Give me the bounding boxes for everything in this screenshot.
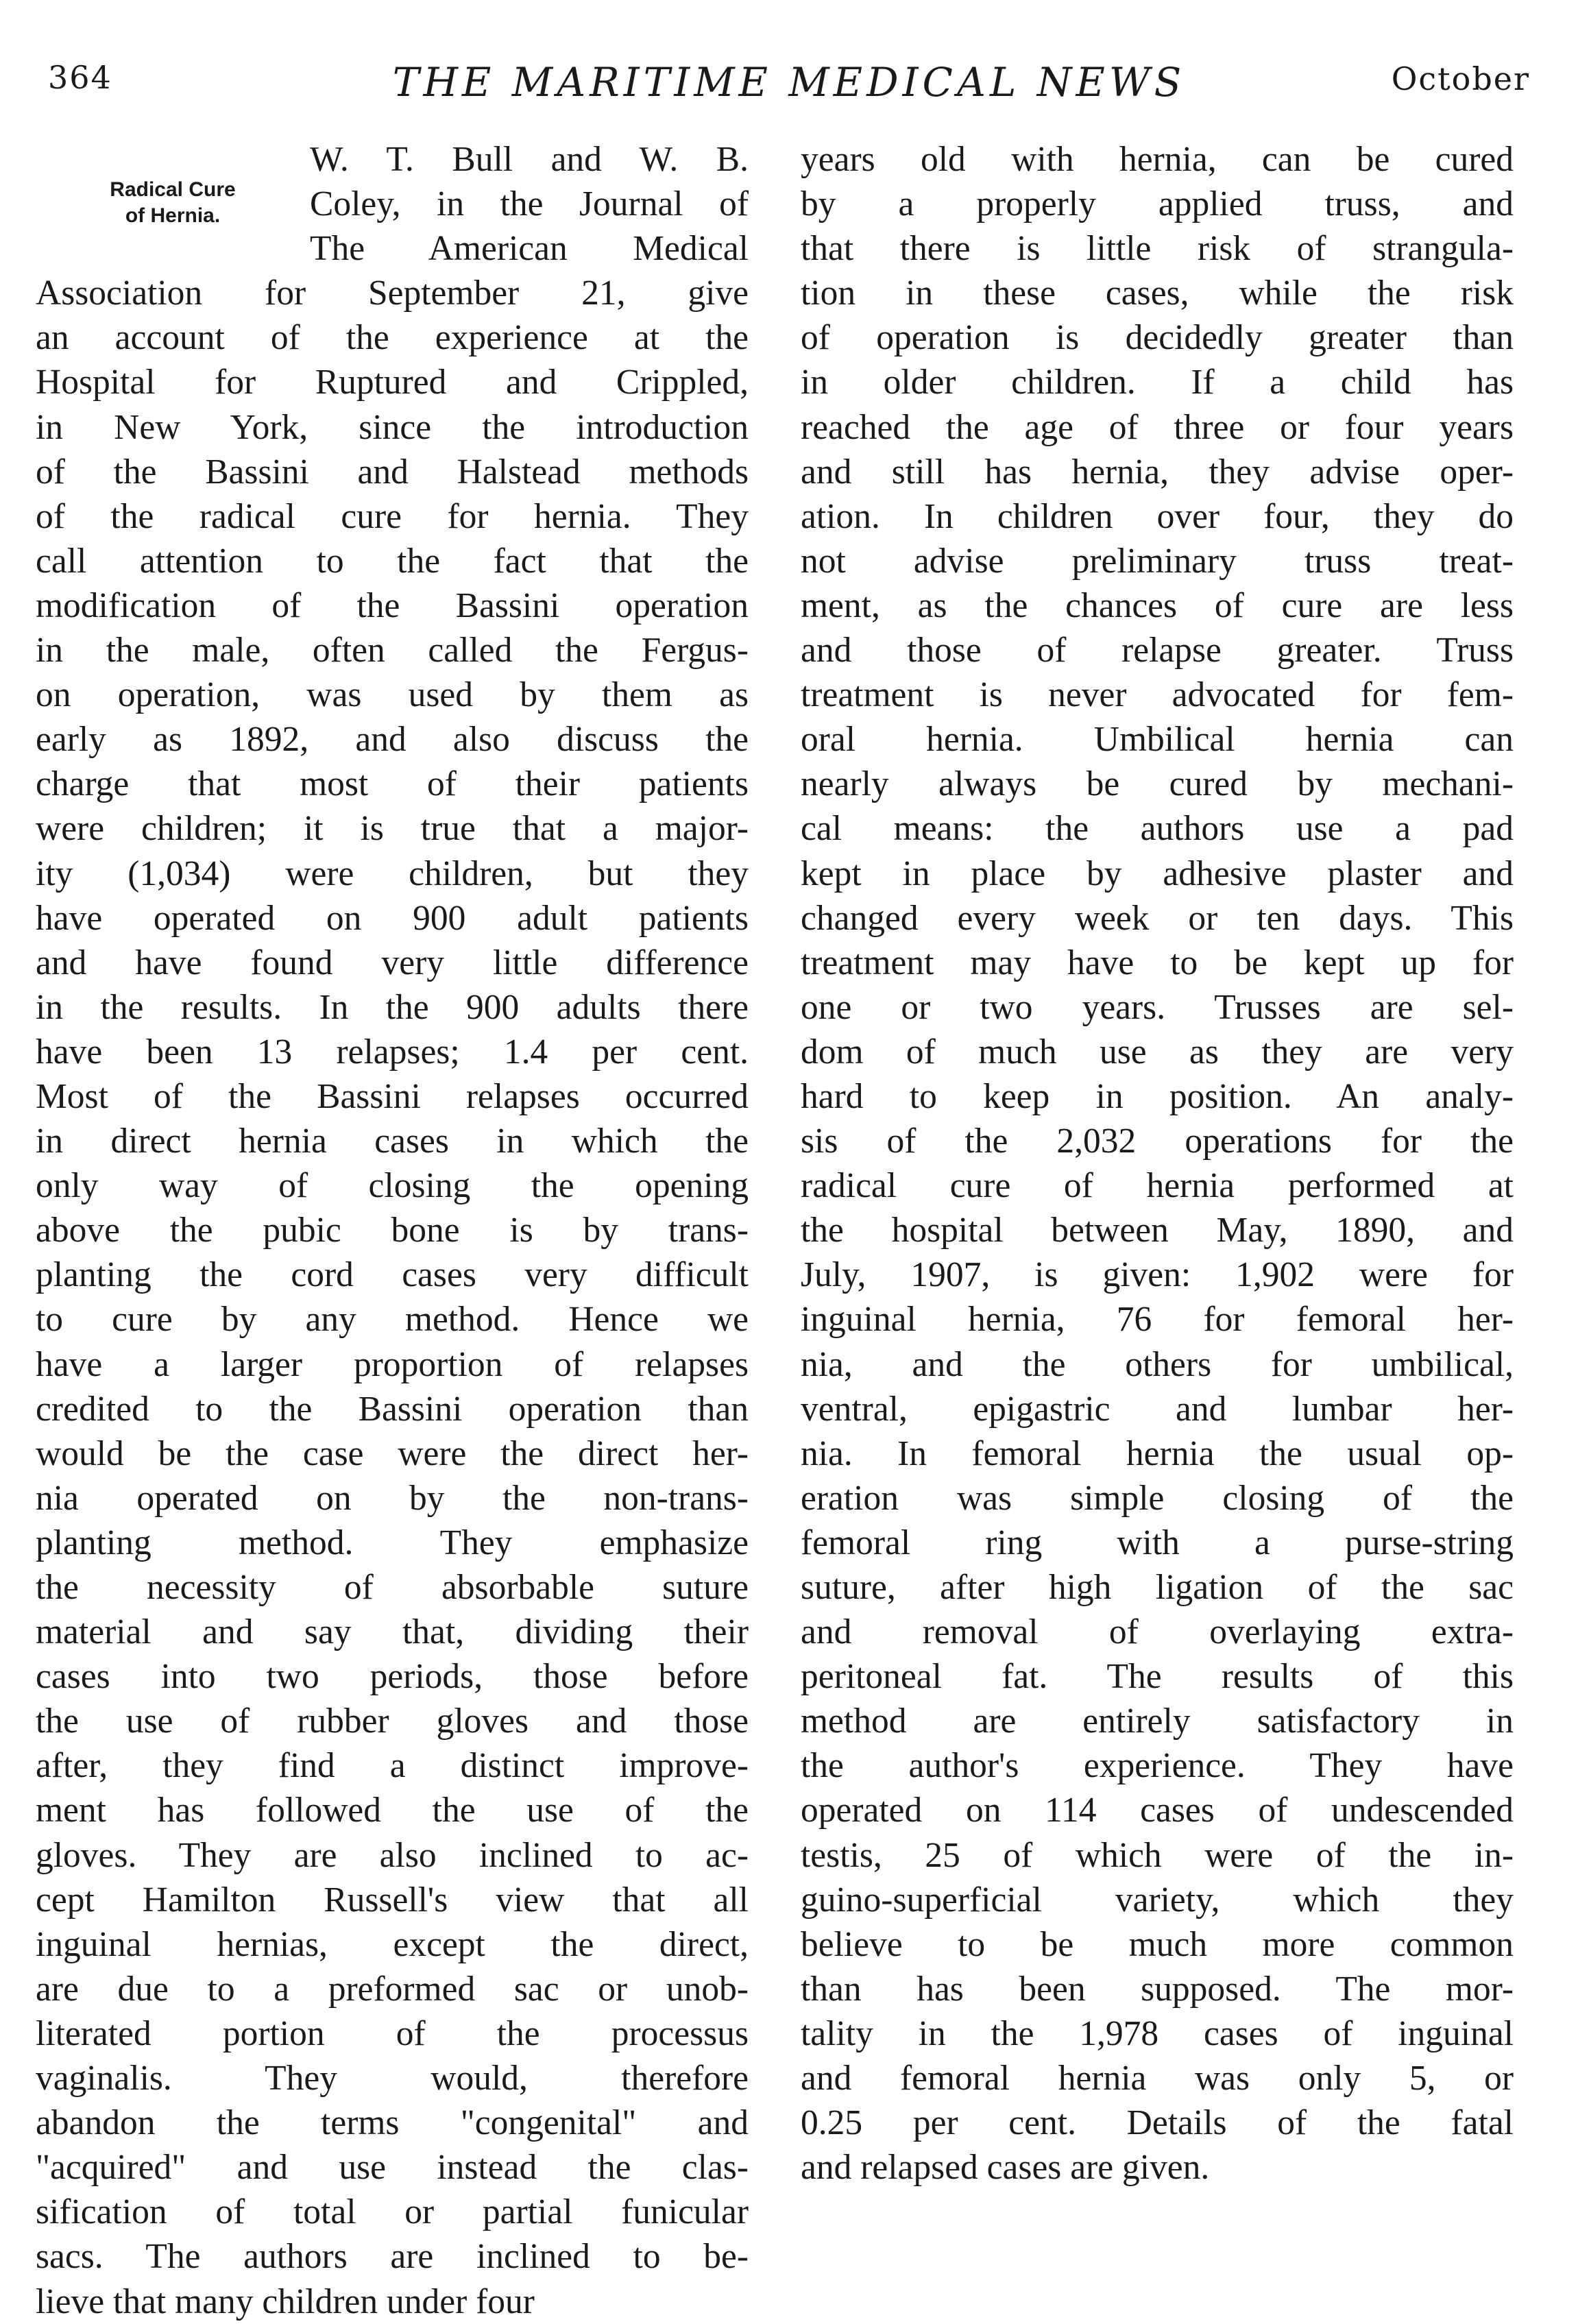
text-line: guino-superficial variety, which they [801,1880,1514,1920]
text-line: planting the cord cases very difficult [36,1255,749,1295]
text-line: inguinal hernia, 76 for femoral her- [801,1300,1514,1340]
text-line: and those of relapse greater. Truss [801,631,1514,670]
text-line: sification of total or partial funicular [36,2192,749,2232]
text-line: and removal of overlaying extra- [801,1612,1514,1652]
text-line: treatment may have to be kept up for [801,943,1514,982]
text-line: abandon the terms "congenital" and [36,2103,749,2143]
page-number: 364 [48,59,112,96]
page-header [48,59,1530,114]
text-line: nearly always be cured by mechani- [801,764,1514,804]
text-line: The American Medical [310,229,749,269]
text-line: oral hernia. Umbilical hernia can [801,720,1514,760]
text-line: the author's experience. They have [801,1746,1514,1786]
text-line: ment, as the chances of cure are less [801,585,1514,625]
text-line: dom of much use as they are very [801,1032,1514,1072]
text-line: years old with hernia, can be cured [801,140,1514,179]
text-line: changed every week or ten days. This [801,898,1514,938]
text-line: inguinal hernias, except the direct, [36,1924,749,1964]
text-line: 0.25 per cent. Details of the fatal [801,2103,1514,2143]
text-line: W. T. Bull and W. B. [310,140,749,179]
text-line: testis, 25 of which were of the in- [801,1835,1514,1875]
text-line: on operation, was used by them as [36,675,749,715]
text-line: radical cure of hernia performed at [801,1166,1514,1206]
text-line: cept Hamilton Russell's view that all [36,1880,749,1920]
text-line: charge that most of their patients [36,764,749,804]
text-line: were children; it is true that a major- [36,809,749,849]
text-line: ventral, epigastric and lumbar her- [801,1389,1514,1429]
text-line: credited to the Bassini operation than [36,1389,749,1429]
text-line: vaginalis. They would, therefore [36,2059,749,2098]
text-line: not advise preliminary truss treat- [801,541,1514,581]
right-text-column [801,137,1514,2190]
text-line: cal means: the authors use a pad [801,809,1514,849]
sidenote-line: of Hernia. [125,204,221,227]
text-line: suture, after high ligation of the sac [801,1568,1514,1607]
text-line: and have found very little difference [36,943,749,982]
text-line: operated on 114 cases of undescended [801,1791,1514,1830]
sidenote-line: Radical Cure [110,178,236,201]
text-line: only way of closing the opening [36,1166,749,1206]
text-line: nia operated on by the non-trans- [36,1478,749,1518]
text-line: the use of rubber gloves and those [36,1702,749,1741]
text-line: an account of the experience at the [36,318,749,358]
issue-month: October [1391,60,1530,97]
text-line: sis of the 2,032 operations for the [801,1122,1514,1161]
text-line: by a properly applied truss, and [801,184,1514,224]
text-line: Coley, in the Journal of [310,184,749,224]
text-line: in New York, since the introduction [36,407,749,447]
text-line: and still has hernia, they advise oper- [801,452,1514,492]
text-line: treatment is never advocated for fem- [801,675,1514,715]
text-line: that there is little risk of strangula- [801,229,1514,269]
text-line: lieve that many children under four [36,2281,535,2321]
text-line: nia. In femoral hernia the usual op- [801,1433,1514,1473]
text-line: in the male, often called the Fergus- [36,631,749,670]
text-line: tion in these cases, while the risk [801,274,1514,313]
text-line: have been 13 relapses; 1.4 per cent. [36,1032,749,1072]
text-line: nia, and the others for umbilical, [801,1344,1514,1384]
text-line: of the radical cure for hernia. They [36,496,749,536]
text-line: gloves. They are also inclined to ac- [36,1835,749,1875]
text-line: femoral ring with a purse-string [801,1523,1514,1562]
text-line: ity (1,034) were children, but they [36,854,749,893]
text-line: Hospital for Ruptured and Crippled, [36,363,749,402]
text-line: after, they find a distinct improve- [36,1746,749,1786]
text-line: eration was simple closing of the [801,1478,1514,1518]
text-line: Most of the Bassini relapses occurred [36,1076,749,1116]
text-line: cases into two periods, those before [36,1657,749,1697]
text-line: of the Bassini and Halstead methods [36,452,749,492]
text-line: above the pubic bone is by trans- [36,1211,749,1250]
text-line: method are entirely satisfactory in [801,1702,1514,1741]
text-line: tality in the 1,978 cases of inguinal [801,2013,1514,2053]
left-text-column [36,137,749,2324]
text-line: modification of the Bassini operation [36,585,749,625]
text-line: in direct hernia cases in which the [36,1122,749,1161]
text-line: one or two years. Trusses are sel- [801,987,1514,1027]
text-line: call attention to the fact that the [36,541,749,581]
text-line: are due to a preformed sac or unob- [36,1969,749,2009]
text-line: and femoral hernia was only 5, or [801,2059,1514,2098]
journal-title: THE MARITIME MEDICAL NEWS [392,59,1186,106]
text-line: literated portion of the processus [36,2013,749,2053]
text-line: kept in place by adhesive plaster and [801,854,1514,893]
text-line: "acquired" and use instead the clas- [36,2148,749,2188]
text-line: believe to be much more common [801,1924,1514,1964]
text-line: hard to keep in position. An analy- [801,1076,1514,1116]
text-line: have a larger proportion of relapses [36,1344,749,1384]
text-line: to cure by any method. Hence we [36,1300,749,1340]
text-line: the necessity of absorbable suture [36,1568,749,1607]
text-line: in the results. In the 900 adults there [36,987,749,1027]
text-line: would be the case were the direct her- [36,1433,749,1473]
text-line: July, 1907, is given: 1,902 were for [801,1255,1514,1295]
text-line: planting method. They emphasize [36,1523,749,1562]
text-line: and relapsed cases are given. [801,2148,1210,2188]
text-line: sacs. The authors are inclined to be- [36,2237,749,2277]
text-line: in older children. If a child has [801,363,1514,402]
text-line: ation. In children over four, they do [801,496,1514,536]
text-line: have operated on 900 adult patients [36,898,749,938]
text-line: material and say that, dividing their [36,1612,749,1652]
text-line: Association for September 21, give [36,274,749,313]
text-line: peritoneal fat. The results of this [801,1657,1514,1697]
text-line: ment has followed the use of the [36,1791,749,1830]
text-line: of operation is decidedly greater than [801,318,1514,358]
text-line: the hospital between May, 1890, and [801,1211,1514,1250]
text-line: early as 1892, and also discuss the [36,720,749,760]
text-line: than has been supposed. The mor- [801,1969,1514,2009]
text-line: reached the age of three or four years [801,407,1514,447]
